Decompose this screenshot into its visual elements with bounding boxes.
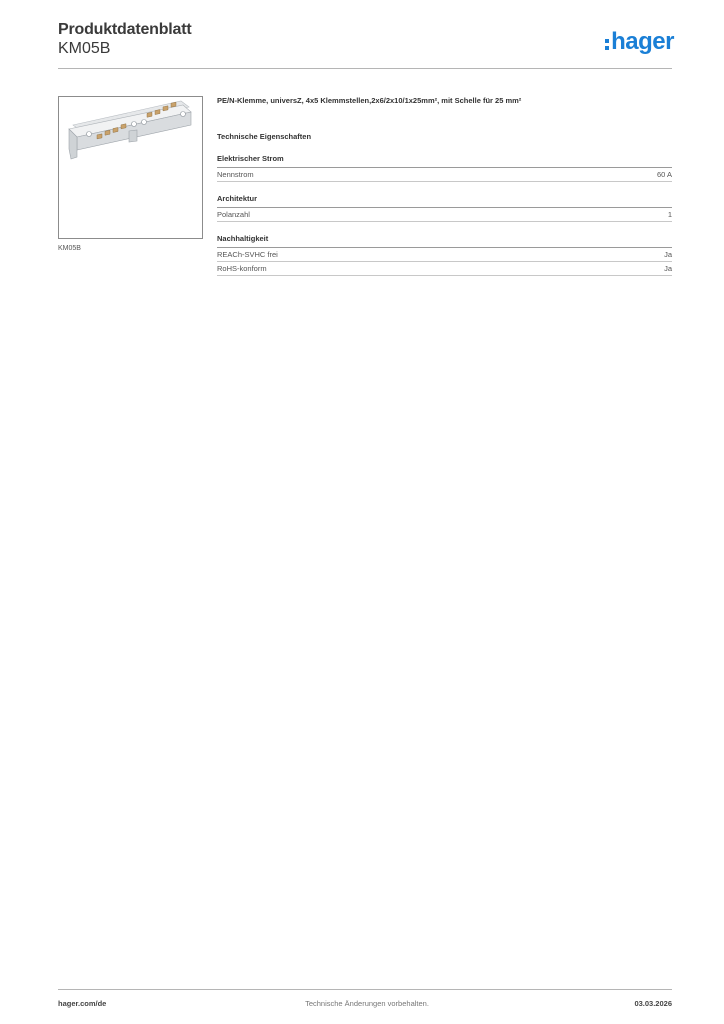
product-description: PE/N-Klemme, universZ, 4x5 Klemmstellen,2x6/2x10/1x25mm², mit Schelle für 25 mm² bbox=[217, 96, 522, 105]
property-group-architecture bbox=[217, 194, 672, 222]
property-label: REACh-SVHC frei bbox=[217, 250, 278, 259]
footer-notice: Technische Änderungen vorbehalten. bbox=[305, 999, 429, 1008]
property-value: 1 bbox=[667, 210, 672, 219]
property-label: Polanzahl bbox=[217, 210, 250, 219]
property-label: Nennstrom bbox=[217, 170, 254, 179]
property-row bbox=[217, 168, 672, 182]
section-title-technical: Technische Eigenschaften bbox=[217, 132, 312, 141]
terminal-block-illustration bbox=[59, 97, 202, 238]
property-value: 60 A bbox=[656, 170, 672, 179]
logo-text: hager bbox=[611, 28, 674, 55]
property-value: Ja bbox=[664, 250, 672, 259]
property-row bbox=[217, 248, 672, 262]
footer-date: 03.03.2026 bbox=[634, 999, 672, 1008]
header-divider bbox=[58, 68, 672, 69]
property-row bbox=[217, 262, 672, 276]
group-title: Elektrischer Strom bbox=[217, 154, 672, 168]
property-group-electric bbox=[217, 154, 672, 182]
group-title: Architektur bbox=[217, 194, 672, 208]
product-details bbox=[217, 95, 672, 276]
product-image bbox=[58, 96, 203, 239]
image-caption: KM05B bbox=[58, 245, 81, 252]
logo-dots-icon bbox=[605, 39, 609, 50]
product-code: KM05B bbox=[58, 40, 111, 57]
property-value: Ja bbox=[664, 264, 672, 273]
group-title: Nachhaltigkeit bbox=[217, 234, 672, 248]
footer-divider bbox=[58, 989, 672, 990]
property-label: RoHS-konform bbox=[217, 264, 267, 273]
property-row bbox=[217, 208, 672, 222]
hager-logo[interactable] bbox=[605, 30, 674, 54]
document-title: Produktdatenblatt bbox=[58, 21, 192, 38]
property-group-sustainability bbox=[217, 234, 672, 276]
footer-website-link[interactable]: hager.com/de bbox=[58, 999, 107, 1008]
